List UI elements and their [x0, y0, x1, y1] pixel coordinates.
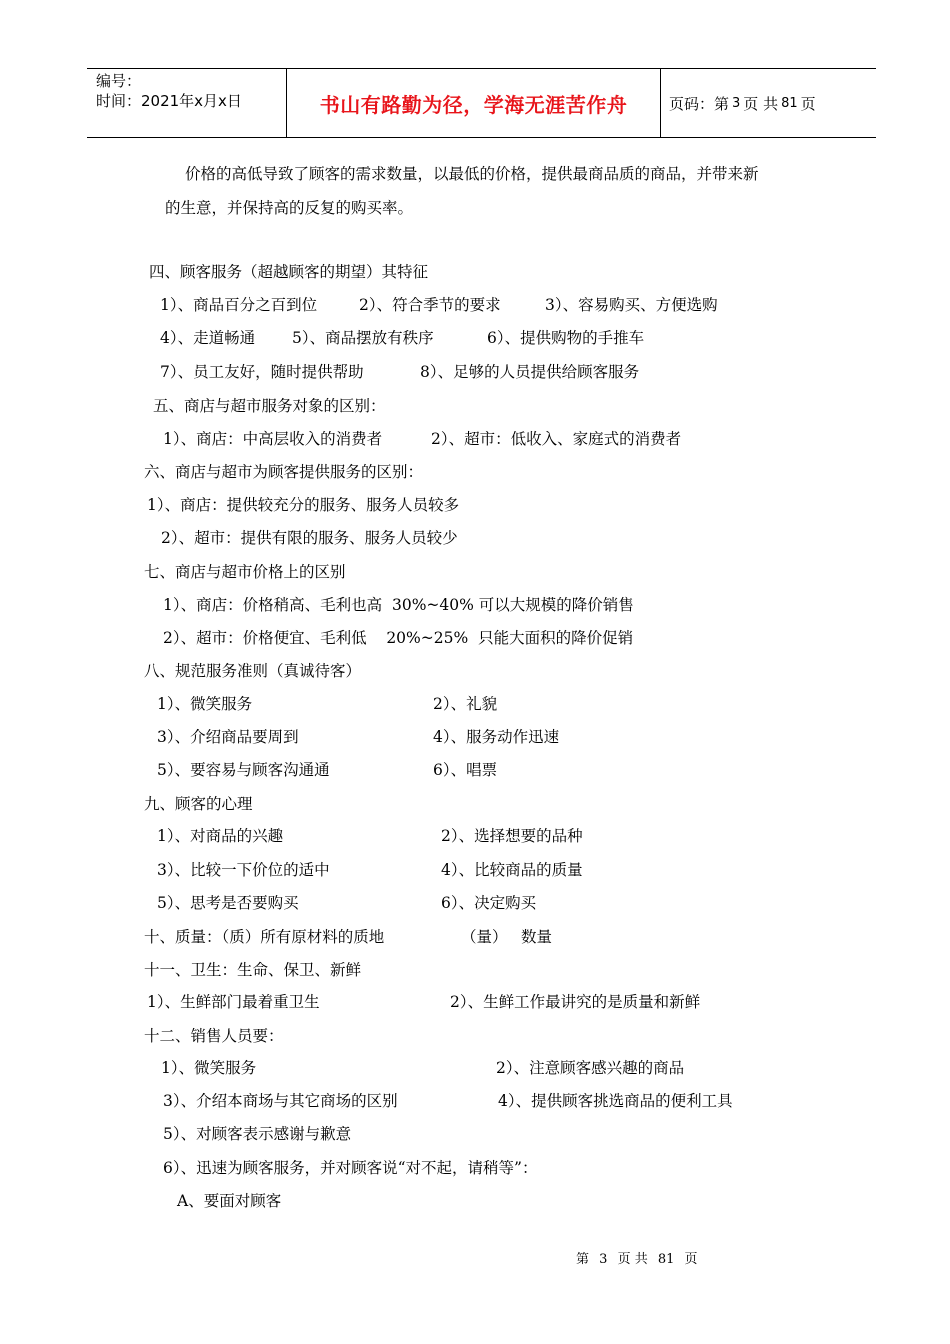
- section-8-title: 八、规范服务准则（真诚待客）: [144, 662, 362, 680]
- header-motto: 书山有路勤为径，学海无涯苦作舟: [287, 69, 661, 137]
- list-item: 6）、迅速为顾客服务，并对顾客说“对不起，请稍等”：: [163, 1159, 538, 1177]
- footer-prefix: 第: [576, 1252, 590, 1267]
- list-item: 4）、服务动作迅速: [433, 728, 560, 746]
- list-item: 2）、生鲜工作最讲究的是质量和新鲜: [450, 993, 701, 1011]
- list-item: A、要面对顾客: [177, 1192, 282, 1210]
- section-6-title: 六、商店与超市为顾客提供服务的区别：: [144, 463, 424, 481]
- list-item: 1）、商品百分之百到位: [160, 296, 318, 314]
- list-item: 1）、商店：价格稍高、毛利也高 30%~40% 可以大规模的降价销售: [163, 596, 634, 614]
- intro-line-2: 的生意，并保持高的反复的购买率。: [165, 199, 414, 217]
- section-9-title: 九、顾客的心理: [144, 795, 253, 813]
- list-item: 2）、礼貌: [433, 695, 498, 713]
- page-suffix: 页: [800, 94, 816, 113]
- page-mid: 页 共: [743, 94, 779, 113]
- list-item: 4）、走道畅通: [160, 329, 256, 347]
- list-item: 1）、对商品的兴趣: [157, 827, 284, 845]
- list-item: 2）、超市：提供有限的服务、服务人员较少: [161, 529, 458, 547]
- list-item: 3）、容易购买、方便选购: [545, 296, 718, 314]
- section-5-title: 五、商店与超市服务对象的区别：: [153, 397, 386, 415]
- page-total: 81: [781, 95, 798, 111]
- page-prefix: 页码：第: [669, 94, 730, 113]
- page-header: [87, 68, 876, 138]
- section-12-title: 十二、销售人员要：: [144, 1027, 284, 1045]
- list-item: 3）、介绍本商场与其它商场的区别: [163, 1092, 398, 1110]
- list-item: 1）、生鲜部门最着重卫生: [147, 993, 320, 1011]
- list-item: 数量: [521, 928, 553, 946]
- footer-current: 3: [599, 1252, 608, 1267]
- section-4-title: 四、顾客服务（超越顾客的期望）其特征: [149, 263, 429, 281]
- header-page-indicator: [661, 69, 876, 137]
- page-current: 3: [732, 95, 741, 111]
- document-time: 时间：2021年x月x日: [96, 92, 242, 110]
- document-number-label: 编号：: [96, 72, 142, 90]
- intro-line-1: 价格的高低导致了顾客的需求数量，以最低的价格，提供最商品质的商品，并带来新: [185, 165, 759, 183]
- list-item: 6）、唱票: [433, 761, 498, 779]
- page-footer: [576, 1248, 704, 1267]
- list-item: 4）、提供顾客挑选商品的便利工具: [498, 1092, 733, 1110]
- list-item: （量）: [461, 928, 508, 946]
- list-item: 2）、注意顾客感兴趣的商品: [496, 1059, 685, 1077]
- list-item: 1）、商店：中高层收入的消费者: [163, 430, 383, 448]
- list-item: 5）、对顾客表示感谢与歉意: [163, 1125, 352, 1143]
- list-item: 3）、比较一下价位的适中: [157, 861, 330, 879]
- list-item: 8）、足够的人员提供给顾客服务: [420, 363, 640, 381]
- list-item: 1）、商店：提供较充分的服务、服务人员较多: [147, 496, 460, 514]
- list-item: 1）、微笑服务: [157, 695, 253, 713]
- list-item: 5）、要容易与顾客沟通通: [157, 761, 330, 779]
- section-11-title: 十一、卫生：生命、保卫、新鲜: [144, 961, 362, 979]
- footer-suffix: 页: [684, 1252, 698, 1267]
- list-item: 7）、员工友好，随时提供帮助: [160, 363, 364, 381]
- list-item: 2）、超市：低收入、家庭式的消费者: [431, 430, 682, 448]
- list-item: 2）、选择想要的品种: [441, 827, 583, 845]
- list-item: 1）、微笑服务: [161, 1059, 257, 1077]
- footer-mid: 页 共: [617, 1252, 648, 1267]
- section-10-title: 十、质量：（质）所有原材料的质地: [144, 928, 385, 946]
- header-meta: [87, 69, 287, 137]
- list-item: 2）、超市：价格便宜、毛利低 20%~25% 只能大面积的降价促销: [163, 629, 634, 647]
- section-7-title: 七、商店与超市价格上的区别: [144, 563, 346, 581]
- list-item: 3）、介绍商品要周到: [157, 728, 299, 746]
- list-item: 4）、比较商品的质量: [441, 861, 583, 879]
- list-item: 5）、思考是否要购买: [157, 894, 299, 912]
- list-item: 2）、符合季节的要求: [359, 296, 501, 314]
- footer-total: 81: [657, 1252, 675, 1267]
- list-item: 6）、决定购买: [441, 894, 537, 912]
- list-item: 6）、提供购物的手推车: [487, 329, 645, 347]
- list-item: 5）、商品摆放有秩序: [292, 329, 434, 347]
